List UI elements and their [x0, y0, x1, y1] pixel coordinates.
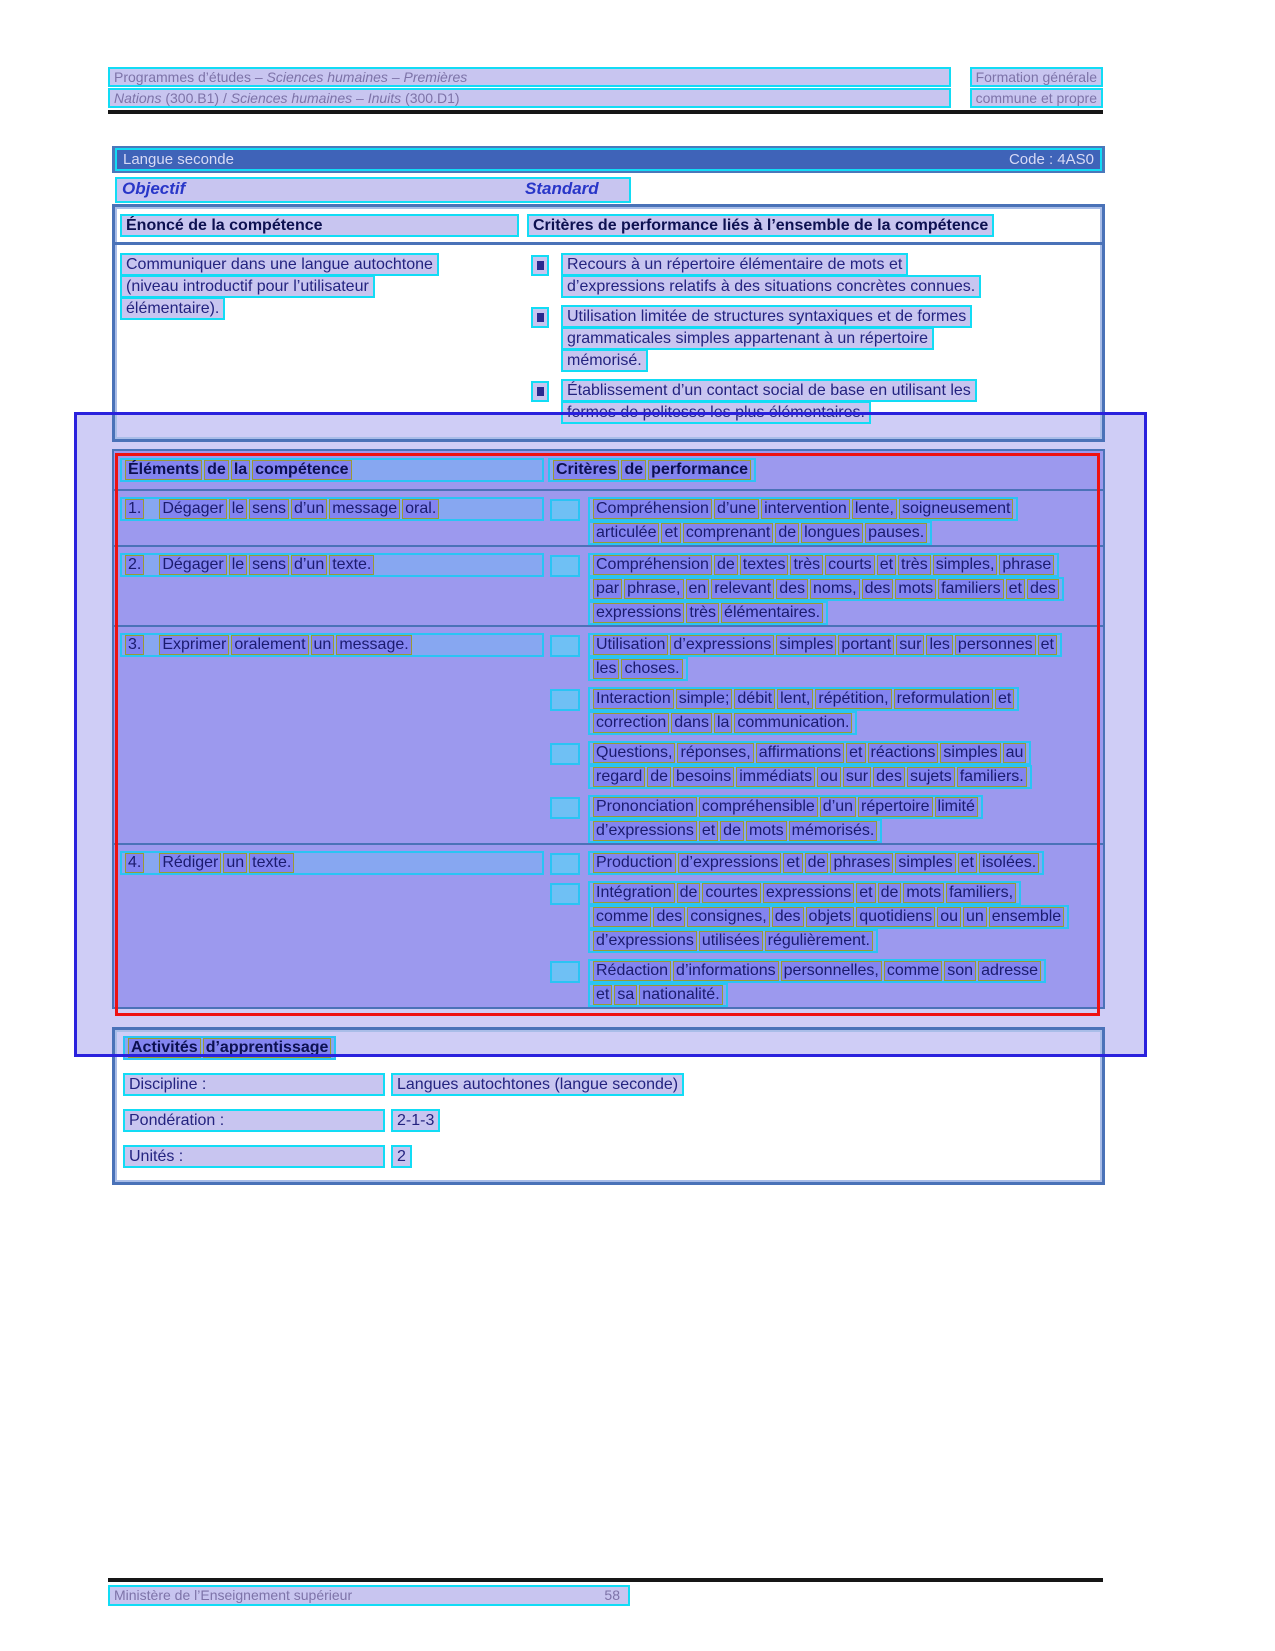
activities-row: [123, 1145, 1102, 1168]
column-header: Éléments de la compétence: [120, 458, 544, 482]
bullet-icon: [550, 961, 580, 983]
elements-table-header: [114, 451, 1103, 489]
bullet-item: [548, 959, 1103, 1007]
text-line: Communiquer dans une langue autochtone: [120, 253, 439, 276]
text-line: grammaticales simples appartenant à un répertoire: [561, 327, 934, 350]
header-right-line1: [970, 67, 1103, 87]
header-right-line2: [970, 88, 1103, 108]
activities-row: [123, 1109, 1102, 1132]
text-line: Prononciation compréhensible d’un répertoire limité: [588, 795, 983, 819]
element-item: 2. Dégager le sens d’un texte.: [120, 553, 544, 577]
objectif-heading: Objectif: [122, 179, 186, 198]
activities-title: Activités d’apprentissage: [123, 1036, 336, 1060]
header-text: (300.D1): [401, 90, 460, 106]
row-value: 2-1-3: [391, 1109, 440, 1132]
text-line: d’expressions relatifs à des situations concrètes connues.: [561, 275, 981, 298]
bullet-item: [548, 553, 1103, 625]
text-line: d’expressions et de mots mémorisés.: [588, 819, 882, 843]
bullet-icon: [550, 689, 580, 711]
bullet-item: [527, 253, 1102, 297]
bullet-item: [548, 851, 1103, 875]
elements-table: [112, 449, 1105, 1009]
title-bar-highlight: [115, 148, 1102, 171]
bullet-icon: [531, 307, 549, 328]
header-left-line1: [108, 67, 951, 87]
text-line: élémentaire).: [120, 297, 225, 320]
bullet-item: [527, 305, 1102, 371]
bullet-icon: [550, 743, 580, 765]
header-text-italic: Nations: [114, 90, 162, 106]
header-text: Programmes d’études –: [114, 69, 267, 85]
text-line: mémorisé.: [561, 349, 648, 372]
bullet-item: [548, 687, 1103, 735]
bullet-item: [548, 795, 1103, 843]
header-left-line2: [108, 88, 951, 108]
footer-rule: [108, 1578, 1103, 1582]
element-item: 3. Exprimer oralement un message.: [120, 633, 544, 657]
text-line: Questions, réponses, affirmations et réactions simples au: [588, 741, 1031, 765]
text-line: Intégration de courtes expressions et de mots familiers,: [588, 881, 1021, 905]
footer-text: Ministère de l’Enseignement supérieur: [114, 1587, 353, 1603]
header-text: commune et propre: [975, 90, 1097, 106]
competence-table: [112, 204, 1105, 442]
bullet-icon: [550, 883, 580, 905]
enonce-cell: [115, 253, 527, 431]
competence-table-header: [115, 207, 1102, 245]
row-label: Discipline :: [123, 1073, 385, 1096]
objectif-standard-row: [115, 177, 631, 203]
text-line: d’expressions utilisées régulièrement.: [588, 929, 878, 953]
text-line: Établissement d’un contact social de base en utilisant les: [561, 379, 977, 402]
table-row: [114, 843, 1103, 1007]
text-line: correction dans la communication.: [588, 711, 857, 735]
header-text: (300.B1) /: [161, 90, 231, 106]
header-rule: [108, 110, 1103, 114]
bullet-icon: [550, 797, 580, 819]
table-row: [114, 625, 1103, 843]
element-item: 4. Rédiger un texte.: [120, 851, 544, 875]
text-line: Interaction simple; débit lent, répétition, reformulation et: [588, 687, 1019, 711]
text-line: Rédaction d’informations personnelles, comme son adresse: [588, 959, 1046, 983]
text-line: Production d’expressions et de phrases simples et isolées.: [588, 851, 1044, 875]
bullet-icon: [550, 635, 580, 657]
text-line: Utilisation d’expressions simples portant sur les personnes et: [588, 633, 1062, 657]
text-line: expressions très élémentaires.: [588, 601, 828, 625]
course-code: Code : 4AS0: [1008, 151, 1094, 168]
row-label: Unités :: [123, 1145, 385, 1168]
element-item: 1. Dégager le sens d’un message oral.: [120, 497, 544, 521]
bullet-item: [548, 633, 1103, 681]
page-title: Langue seconde: [123, 151, 234, 168]
header-text-italic: Sciences humaines – Premières: [266, 69, 468, 85]
activities-row: [123, 1073, 1102, 1096]
bullet-icon: [550, 499, 580, 521]
page-number: 58: [604, 1587, 620, 1603]
standard-heading: Standard: [525, 179, 599, 198]
table-row: [114, 545, 1103, 625]
text-line: Utilisation limitée de structures syntaxiques et de formes: [561, 305, 972, 328]
bullet-item: [548, 497, 1103, 545]
title-bar: [112, 146, 1105, 173]
column-header: Énoncé de la compétence: [120, 214, 519, 237]
header-text-italic: Sciences humaines – Inuits: [230, 90, 402, 106]
table-row: [114, 489, 1103, 545]
bullet-item: [548, 881, 1103, 953]
text-line: Recours à un répertoire élémentaire de mots et: [561, 253, 908, 276]
row-label: Pondération :: [123, 1109, 385, 1132]
row-value: 2: [391, 1145, 412, 1168]
competence-table-body: [115, 245, 1102, 431]
text-line: regard de besoins immédiats ou sur des sujets familiers.: [588, 765, 1032, 789]
row-value: Langues autochtones (langue seconde): [391, 1073, 684, 1096]
text-line: articulée et comprenant de longues pauses.: [588, 521, 932, 545]
column-header: Critères de performance liés à l’ensemble de la compétence: [527, 214, 994, 237]
footer: [108, 1585, 630, 1606]
bullet-icon: [531, 255, 549, 276]
header-text: Formation générale: [975, 69, 1097, 85]
bullet-icon: [550, 853, 580, 875]
column-header: Critères de performance: [548, 458, 756, 482]
text-line: par phrase, en relevant des noms, des mots familiers et des: [588, 577, 1064, 601]
text-line: comme des consignes, des objets quotidiens ou un ensemble: [588, 905, 1069, 929]
text-line: et sa nationalité.: [588, 983, 728, 1007]
text-line: les choses.: [588, 657, 688, 681]
text-line: Compréhension d’une intervention lente, soigneusement: [588, 497, 1018, 521]
text-line: Compréhension de textes très courts et très simples, phrase: [588, 553, 1059, 577]
criteres-cell: [527, 253, 1102, 431]
text-line: formes de politesse les plus élémentaires.: [561, 401, 871, 424]
bullet-icon: [550, 555, 580, 577]
activities-table: [112, 1027, 1105, 1185]
bullet-icon: [531, 381, 549, 402]
text-line: (niveau introductif pour l’utilisateur: [120, 275, 375, 298]
bullet-item: [548, 741, 1103, 789]
bullet-item: [527, 379, 1102, 423]
